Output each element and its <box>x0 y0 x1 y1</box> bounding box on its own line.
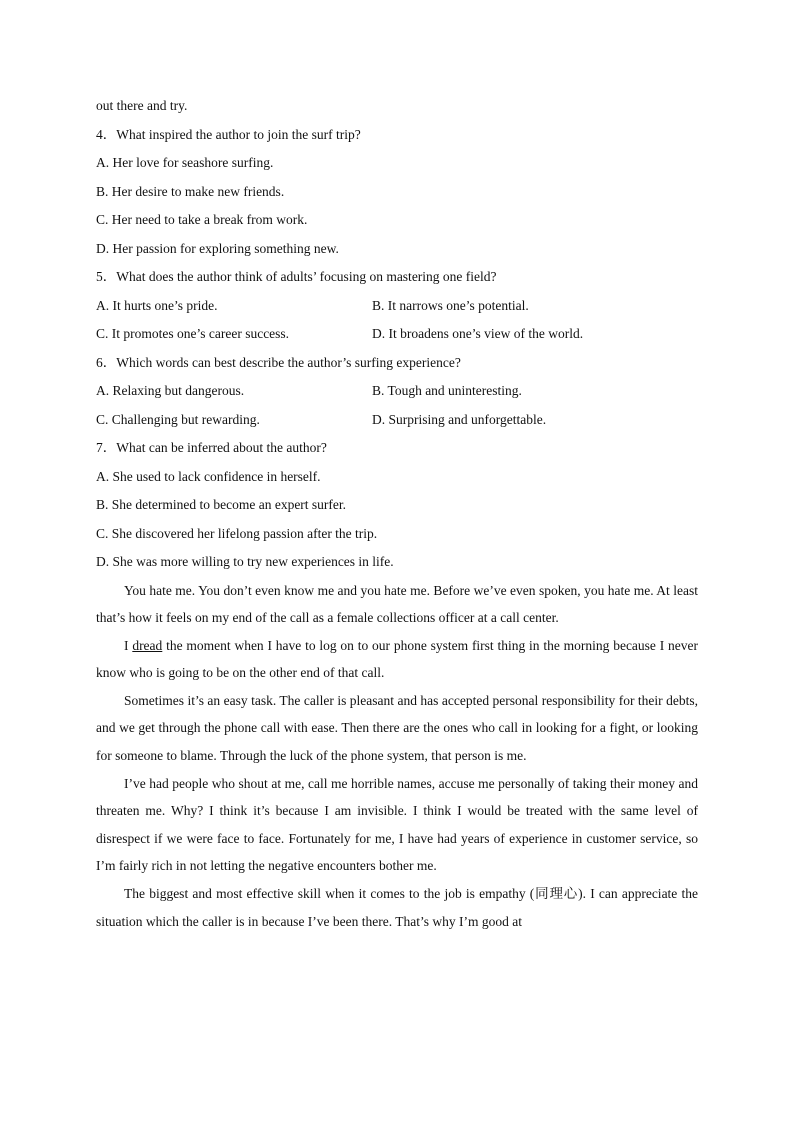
question-6-stem: 6．Which words can best describe the author’s surfing experience? <box>96 354 461 370</box>
underlined-word-dread: dread <box>132 637 163 653</box>
question-4-option-a: A. Her love for seashore surfing. <box>96 155 274 170</box>
question-6-option-b: B. Tough and uninteresting. <box>372 383 522 398</box>
question-4-option-b: B. Her desire to make new friends. <box>96 183 285 199</box>
question-4-stem: 4．What inspired the author to join the surf trip? <box>96 126 361 142</box>
question-5-option-c: C. It promotes one’s career success. <box>96 326 290 341</box>
passage-paragraph-2-start: I <box>124 637 133 653</box>
question-6-option-c: C. Challenging but rewarding. <box>96 411 260 427</box>
question-6-options-row-2 <box>96 406 698 435</box>
question-7-option-b: B. She determined to become an expert surfer. <box>96 497 347 512</box>
passage-paragraph-4: I’ve had people who shout at me, call me horrible names, accuse me personally of taking their money and threaten me. Why? I think it’s because I am invisible. I think I would be treated with the same level of disrespect if we were face to face. Fortunately for me, I have had years of experience in customer service, so I’m fairly rich in not letting the negative encounters bother me. <box>96 775 698 874</box>
question-6-option-d: D. Surprising and unforgettable. <box>372 411 547 427</box>
passage-paragraph-1: You hate me. You don’t even know me and you hate me. Before we’ve even spoken, you hate me. At least that’s how it feels on my end of the call as a female collections officer at a call center. <box>96 582 698 626</box>
question-5-options-row-2 <box>96 320 698 349</box>
question-5-option-a: A. It hurts one’s pride. <box>96 297 218 313</box>
passage-paragraph-3: Sometimes it’s an easy task. The caller is pleasant and has accepted personal responsibility for their debts, and we get through the phone call with ease. Then there are the ones who call in looking for a fight, or looking for someone to blame. Through the luck of the phone system, that person is me. <box>96 692 698 764</box>
document-page <box>96 92 698 935</box>
lead-in-text: out there and try. <box>96 98 188 113</box>
question-5-option-b: B. It narrows one’s potential. <box>372 297 529 313</box>
question-5-stem: 5．What does the author think of adults’ focusing on mastering one field? <box>96 269 497 284</box>
question-7-option-d: D. She was more willing to try new experiences in life. <box>96 554 394 569</box>
question-5-options-row-1 <box>96 292 698 321</box>
question-5-option-d: D. It broadens one’s view of the world. <box>372 326 584 341</box>
passage-paragraph-2-rest: the moment when I have to log on to our phone system first thing in the morning because I never know who is going to be on the other end of that call. <box>96 637 699 681</box>
question-7-option-c: C. She discovered her lifelong passion after the trip. <box>96 525 378 541</box>
passage-paragraph-5: The biggest and most effective skill when it comes to the job is empathy (同理心). I can appreciate the situation which the caller is in because I’ve been there. That’s why I’m good at <box>96 886 698 929</box>
question-7-stem: 7．What can be inferred about the author? <box>96 440 327 455</box>
question-4-option-d: D. Her passion for exploring something new. <box>96 240 339 256</box>
question-7-option-a: A. She used to lack confidence in herself. <box>96 468 321 484</box>
question-6-option-a: A. Relaxing but dangerous. <box>96 383 245 398</box>
question-4-option-c: C. Her need to take a break from work. <box>96 212 308 227</box>
passage-paragraph-2 <box>96 632 698 687</box>
question-6-options-row-1 <box>96 377 698 406</box>
